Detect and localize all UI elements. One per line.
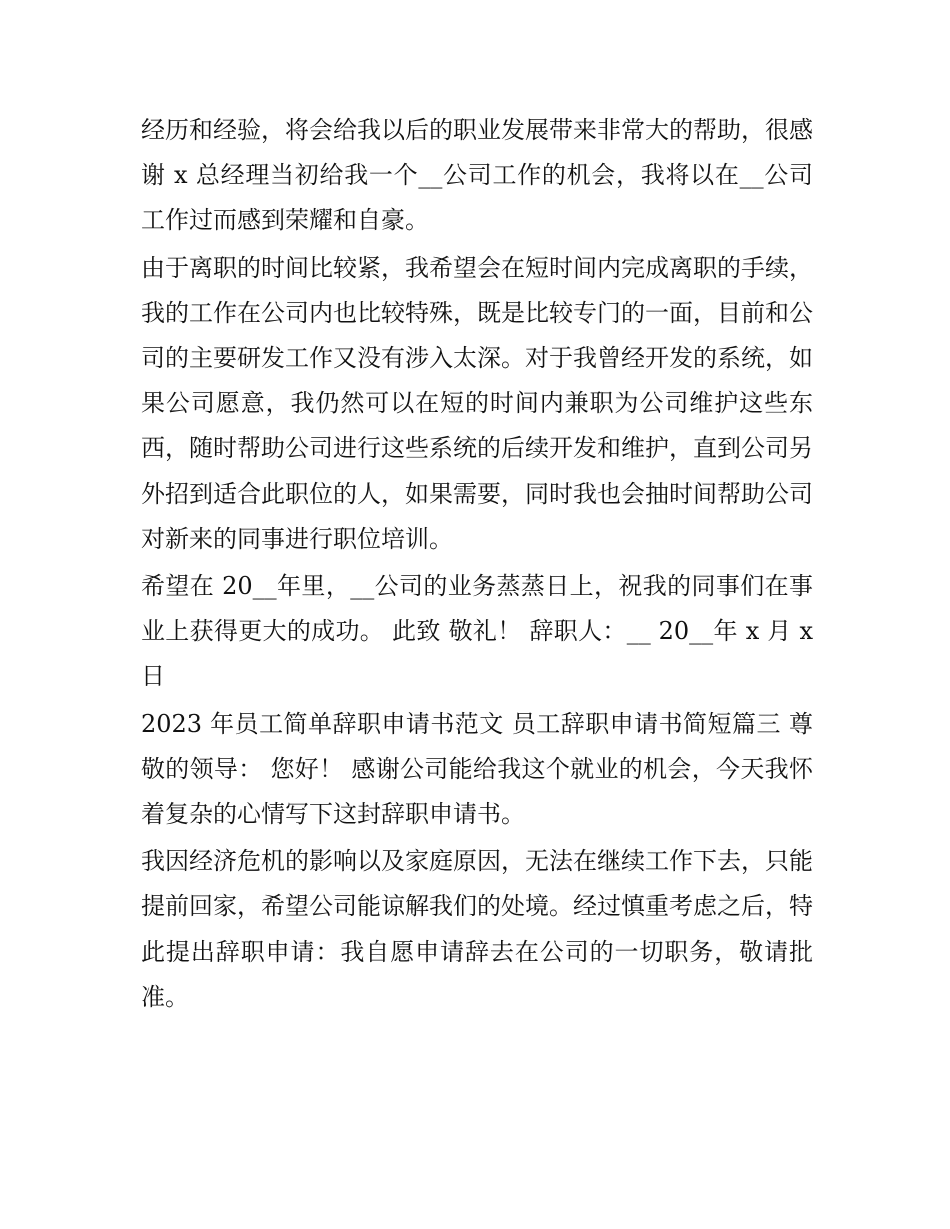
paragraph-2: 由于离职的时间比较紧，我希望会在短时间内完成离职的手续，我的工作在公司内也比较特殊，既是比较专门的一面，目前和公司的主要研发工作又没有涉入太深。对于我曾经开发的系统，如果公司愿意，我仍然可以在短的时间内兼职为公司维护这些东西，随时帮助公司进行这些系统的后续开发和维护，直到公司另外招到适合此职位的人，如果需要，同时我也会抽时间帮助公司对新来的同事进行职位培训。 [141,253,813,553]
paragraph-3: 希望在 20__年里，__公司的业务蒸蒸日上，祝我的同事们在事业上获得更大的成功。 此致 敬礼！ 辞职人：__ 20__年 x 月 x 日 [141,572,813,691]
paragraph-4: 2023 年员工简单辞职申请书范文 员工辞职申请书简短篇三 尊敬的领导： 您好！ 感谢公司能给我这个就业的机会，今天我怀着复杂的心情写下这封辞职申请书。 [141,709,813,829]
document-body [141,108,813,1020]
paragraph-5: 我因经济危机的影响以及家庭原因，无法在继续工作下去，只能提前回家，希望公司能谅解我们的处境。经过慎重考虑之后，特此提出辞职申请：我自愿申请辞去在公司的一切职务，敬请批准。 [141,847,813,1011]
paragraph-1: 经历和经验，将会给我以后的职业发展带来非常大的帮助，很感谢 x 总经理当初给我一个__公司工作的机会，我将以在__公司工作过而感到荣耀和自豪。 [141,116,813,235]
